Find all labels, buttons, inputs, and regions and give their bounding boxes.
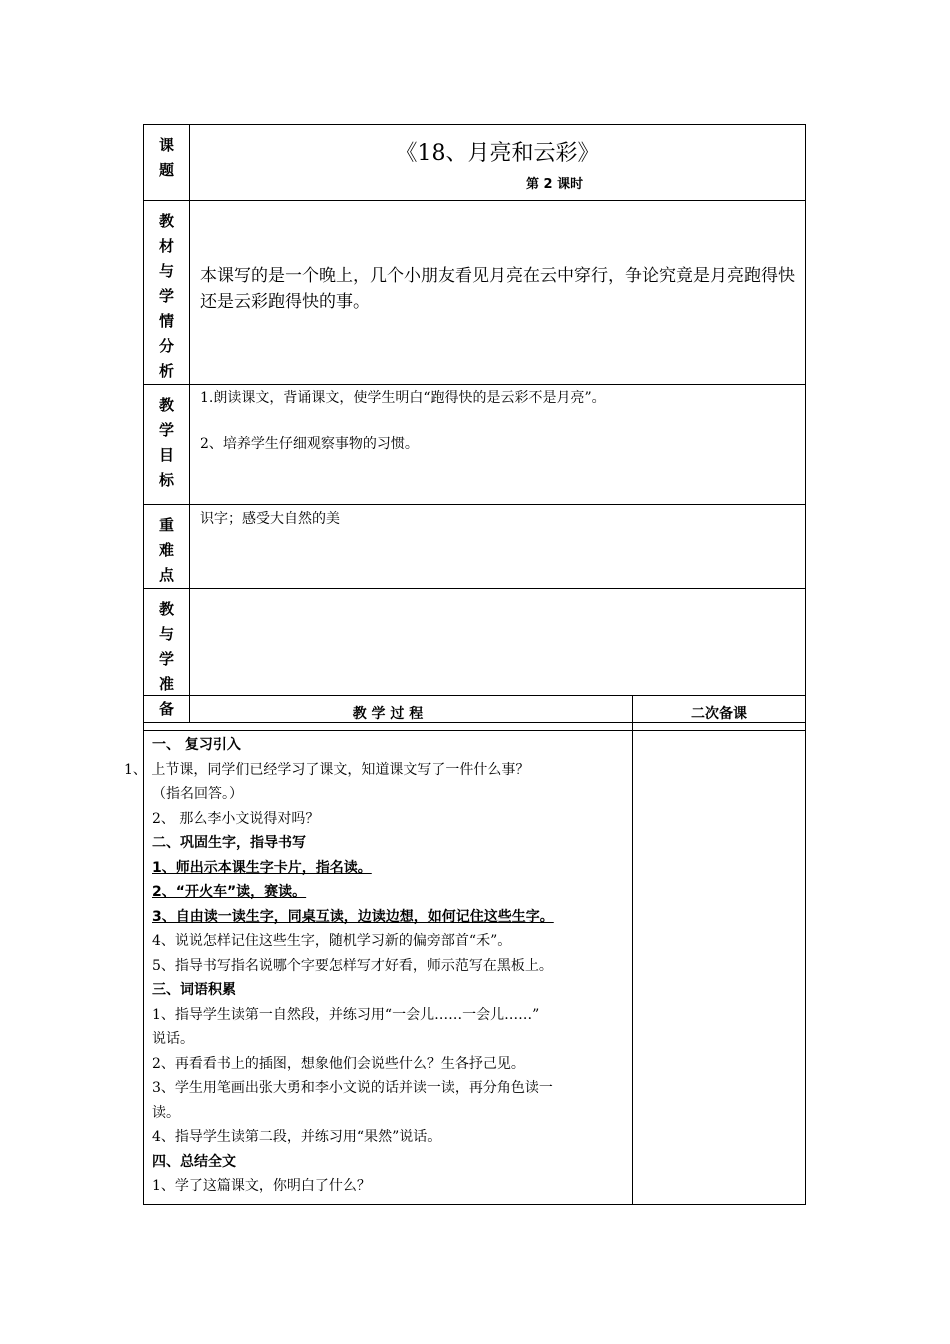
process-line: 3、学生用笔画出张大勇和李小文说的话并读一读，再分角色读一 bbox=[152, 1080, 553, 1096]
process-line: 4、指导学生读第二段，并练习用“果然”说话。 bbox=[152, 1129, 442, 1145]
section-heading: 一、 复习引入 bbox=[152, 737, 241, 753]
analysis-label-cell bbox=[144, 201, 190, 385]
difficulty-cell bbox=[190, 505, 806, 589]
process-line: （指名回答。） bbox=[152, 786, 243, 802]
analysis-cell bbox=[190, 201, 806, 385]
difficulty-label-cell bbox=[144, 505, 190, 589]
goals-cell bbox=[190, 385, 806, 505]
section-heading: 二、巩固生字，指导书写 bbox=[152, 835, 306, 851]
lesson-session: 第 2 课时 bbox=[526, 177, 584, 192]
process-line: 2、“开火车”读，赛读。 bbox=[152, 884, 307, 900]
prep-label: 教 与 学 准 备 bbox=[158, 600, 174, 718]
process-line: 5、指导书写指名说哪个字要怎样写才好看，师示范写在黑板上。 bbox=[152, 957, 553, 974]
lesson-title: 《18、月亮和云彩》 bbox=[395, 141, 600, 166]
title-label: 课 题 bbox=[158, 136, 174, 179]
process-line: 1、学了这篇课文，你明白了什么？ bbox=[152, 1178, 371, 1194]
section-heading: 三、词语积累 bbox=[152, 982, 236, 998]
section-heading: 四、总结全文 bbox=[152, 1153, 236, 1170]
goals-label-cell bbox=[144, 385, 190, 505]
difficulty-text: 识字；感受大自然的美 bbox=[200, 511, 340, 527]
process-line: 1、师出示本课生字卡片，指名读。 bbox=[152, 859, 372, 876]
process-line: 3、自由读一读生字，同桌互读，边读边想，如何记住这些生字。 bbox=[152, 908, 554, 925]
goal-item: 2、培养学生仔细观察事物的习惯。 bbox=[200, 436, 419, 452]
lesson-info-table bbox=[143, 124, 806, 723]
process-content bbox=[124, 731, 632, 1203]
process-line: 2、再看看书上的插图，想象他们会说些什么？生各抒己见。 bbox=[152, 1055, 525, 1072]
analysis-label: 教 材 与 学 情 分 析 bbox=[158, 212, 174, 380]
teaching-process-table bbox=[124, 695, 806, 1205]
process-line: 2、 那么李小文说得对吗？ bbox=[152, 810, 320, 827]
second-prep-header: 二次备课 bbox=[633, 696, 806, 731]
title-cell bbox=[190, 125, 806, 201]
process-line: 4、说说怎样记住这些生字，随机学习新的偏旁部首“禾”。 bbox=[152, 933, 512, 949]
title-label-cell bbox=[144, 125, 190, 201]
analysis-text: 本课写的是一个晚上，几个小朋友看见月亮在云中穿行，争论究竟是月亮跑得快还是云彩跑得快的事。 bbox=[200, 266, 795, 312]
process-header: 教 学 过 程 bbox=[144, 696, 633, 731]
process-line: 1、指导学生读第一自然段，并练习用“一会儿……一会儿……” bbox=[152, 1006, 540, 1023]
process-line: 读。 bbox=[152, 1104, 180, 1121]
process-line: 说话。 bbox=[152, 1031, 194, 1047]
goals-label: 教 学 目 标 bbox=[158, 396, 174, 489]
second-prep-cell bbox=[633, 731, 806, 1205]
process-line: 1、 上节课，同学们已经学习了课文，知道课文写了一件什么事？ bbox=[124, 761, 530, 778]
process-content-cell bbox=[124, 731, 633, 1205]
goal-item: 1.朗读课文，背诵课文，使学生明白“跑得快的是云彩不是月亮”。 bbox=[200, 390, 606, 406]
difficulty-label: 重 难 点 bbox=[158, 516, 174, 584]
